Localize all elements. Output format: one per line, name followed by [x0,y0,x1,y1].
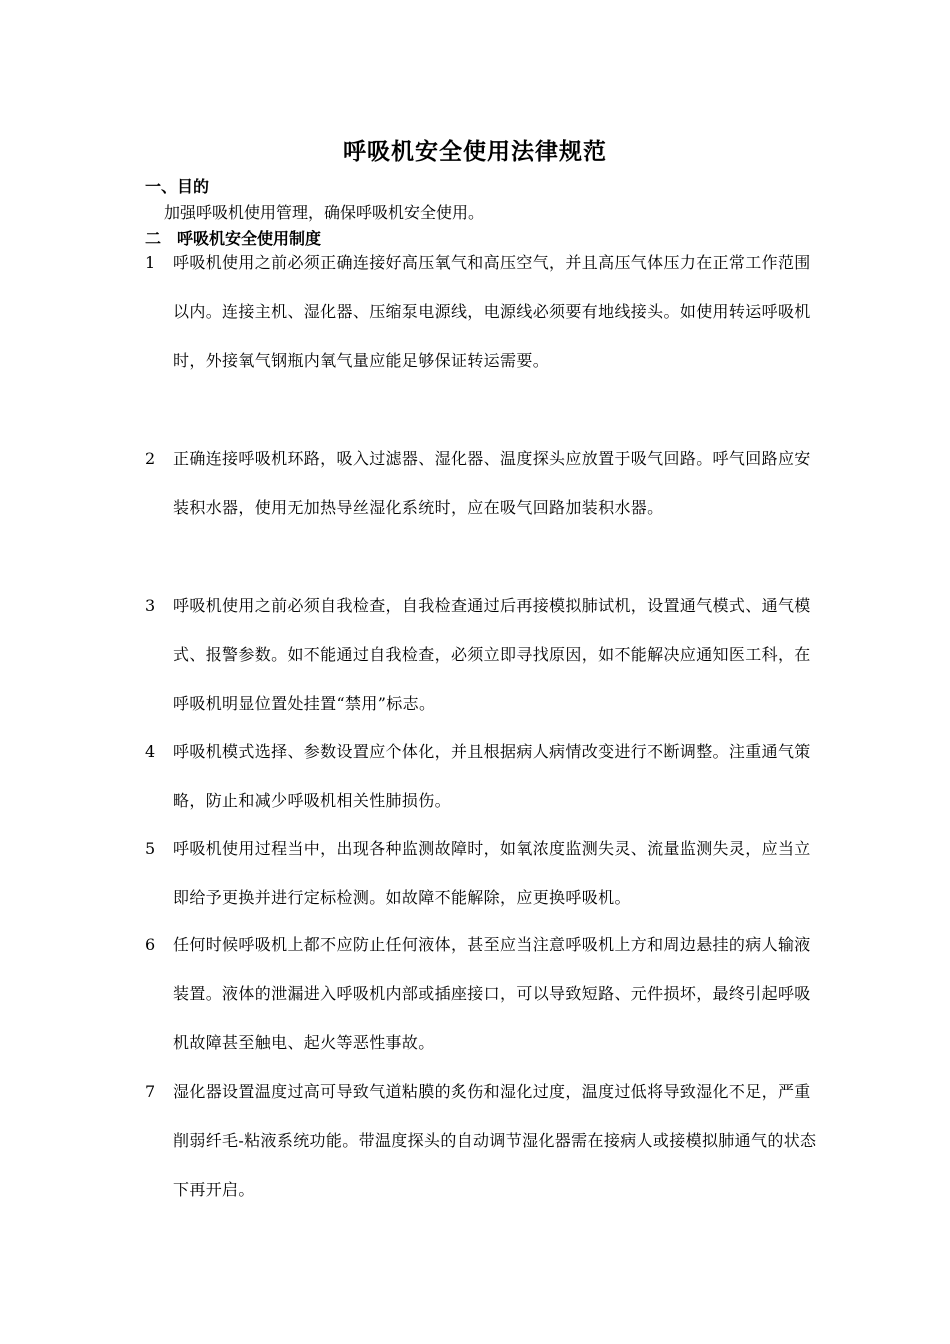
rule-number: 3 [145,596,156,615]
rule-number: 6 [145,935,156,954]
rule-number: 5 [145,839,156,858]
rule-text: 呼吸机使用之前必须自我检查，自我检查通过后再接模拟肺试机，设置通气模式、通气模式、报警参数。如不能通过自我检查，必须立即寻找原因，如不能解决应通知医工科，在呼吸机明显位置处挂置“禁用”标志。 [173,596,811,713]
section-heading-rules: 二 呼吸机安全使用制度 [145,229,322,248]
rule-text: 呼吸机使用之前必须正确连接好高压氧气和高压空气，并且高压气体压力在正常工作范围以内。连接主机、湿化器、压缩泵电源线，电源线必须要有地线接头。如使用转运呼吸机时，外接氧气钢瓶内氧气量应能足够保证转运需要。 [173,253,811,370]
rule-number: 4 [145,742,156,761]
rule-text: 正确连接呼吸机环路，吸入过滤器、湿化器、温度探头应放置于吸气回路。呼气回路应安装积水器，使用无加热导丝湿化系统时，应在吸气回路加装积水器。 [173,449,811,517]
rule-number: 1 [145,253,156,272]
rule-text: 任何时候呼吸机上都不应防止任何液体，甚至应当注意呼吸机上方和周边悬挂的病人输液装置。液体的泄漏进入呼吸机内部或插座接口，可以导致短路、元件损坏，最终引起呼吸机故障甚至触电、起火等恶性事故。 [173,935,811,1052]
rule-text: 呼吸机使用过程当中，出现各种监测故障时，如氧浓度监测失灵、流量监测失灵，应当立即给予更换并进行定标检测。如故障不能解除，应更换呼吸机。 [173,839,811,907]
rule-text: 呼吸机模式选择、参数设置应个体化，并且根据病人病情改变进行不断调整。注重通气策略，防止和减少呼吸机相关性肺损伤。 [173,742,811,810]
rule-number: 7 [145,1082,156,1101]
rule-text: 湿化器设置温度过高可导致气道粘膜的炙伤和湿化过度，温度过低将导致湿化不足，严重削弱纤毛-粘液系统功能。带温度探头的自动调节湿化器需在接病人或接模拟肺通气的状态下再开启。 [173,1082,817,1199]
document-title: 呼吸机安全使用法律规范 [343,138,607,165]
purpose-text: 加强呼吸机使用管理，确保呼吸机安全使用。 [164,203,485,222]
rule-number: 2 [145,449,156,468]
section-heading-purpose: 一、目的 [145,177,210,196]
